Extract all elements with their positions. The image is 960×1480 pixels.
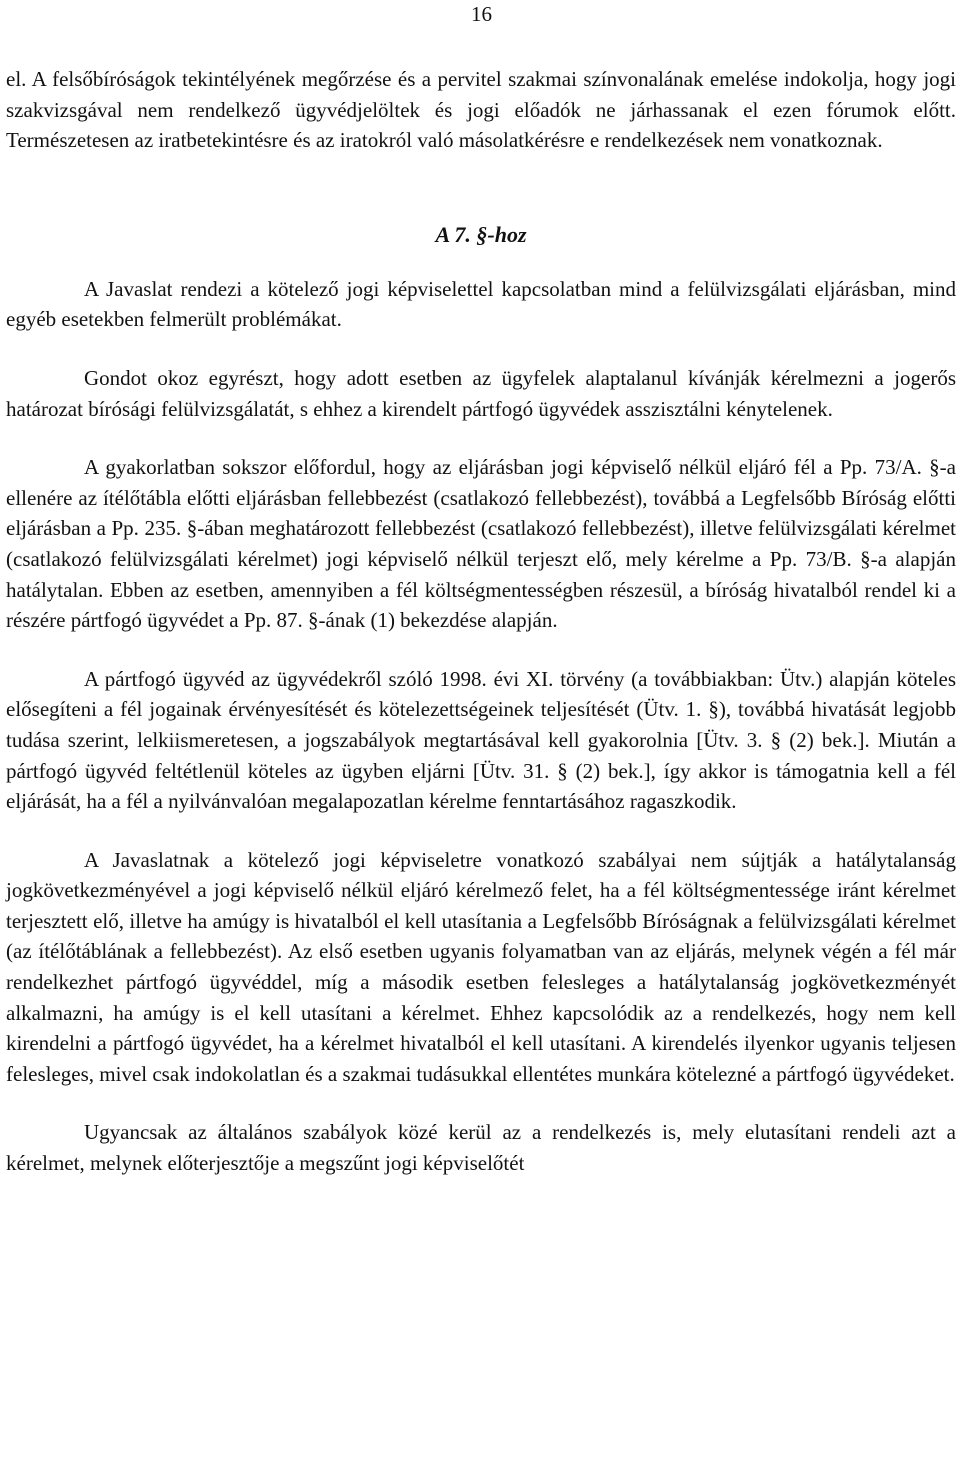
page-number: 16 (471, 2, 492, 26)
paragraph-ugyancsak: Ugyancsak az általános szabályok közé kerül az a rendelkezés is, mely elutasítani rendeli azt a kérelmet, melynek előterjesztője a megszűnt jogi képviselőtét (6, 1120, 956, 1176)
paragraph-javaslatnak: A Javaslatnak a kötelező jogi képviseletre vonatkozó szabályai nem sújtják a hatálytalanság jogkövetkezményével a jogi képviselő nélkül eljáró kérelmező felet, ha a fél költségmentessége iránt kérelmet terjesztett elő, illetve ha amúgy is hivatalból el kell utasítania a Legfelsőbb Bíróságnak a felülvizsgálati kérelmet (az ítélőtáblának a fellebbezést). Az első esetben ugyanis folyamatban van az eljárás, melynek végén a fél már rendelkezhet pártfogó ügyvéddel, míg a második esetben felesleges a hatálytalanság jogkövetkezményét alkalmazni, ha amúgy is el kell utasítani a kérelmet. Ehhez kapcsolódik az a rendelkezés, hogy nem kell kirendelni a pártfogó ügyvédet, ha a kérelmet hivatalból el kell utasítani. A kirendelés ilyenkor ugyanis teljesen felesleges, mivel csak indokolatlan és a szakmai tudásukkal ellentétes munkára kötelezné a pártfogó ügyvédeket. (6, 847, 956, 1086)
paragraph-gyakorlat: A gyakorlatban sokszor előfordul, hogy az eljárásban jogi képviselő nélkül eljáró fél a Pp. 73/A. §-a ellenére az ítélőtábla előtti eljárásban fellebbezést (csatlakozó fellebbezést), továbbá a Legfelsőbb Bíróság előtti eljárásban a Pp. 235. §-ában meghatározott fellebbezést (csatlakozó fellebbezést), illetve felülvizsgálati kérelmet (csatlakozó felülvizsgálati kérelmet) jogi képviselő nélkül terjeszt elő, mely kérelme a Pp. 73/B. §-a alapján hatálytalan. Ebben az esetben, amennyiben a fél költségmentességben részesül, a bíróság hivatalból rendel ki a részére pártfogó ügyvédet a Pp. 87. §-ának (1) bekezdése alapján. (6, 455, 956, 633)
paragraph-intro: el. A felsőbíróságok tekintélyének megőrzése és a pervitel szakmai színvonalának emelése indokolja, hogy jogi szakvizsgával nem rendelkező ügyvédjelöltek és jogi előadók ne járhassanak el ezen fórumok előtt. Természetesen az iratbetekintésre és az iratokról való másolatkérésre e rendelkezések nem vonatkoznak. (6, 67, 956, 153)
document-body (6, 64, 956, 1179)
paragraph-partfogo: A pártfogó ügyvéd az ügyvédekről szóló 1998. évi XI. törvény (a továbbiakban: Ütv.) alapján köteles elősegíteni a fél jogainak érvényesítését és kötelezettségeinek teljesítését (Ütv. 1. §), továbbá hivatását legjobb tudása szerint, lelkiismeretesen, a jogszabályok megtartásával kell gyakorolnia [Ütv. 3. § (2) bek.]. Miután a pártfogó ügyvéd feltétlenül köteles az ügyben eljárni [Ütv. 31. § (2) bek.], így akkor is támogatnia kell a fél eljárását, ha a fél a nyilvánvalóan megalapozatlan kérelme fenntartásához ragaszkodik. (6, 666, 956, 814)
paragraph-javaslat: A Javaslat rendezi a kötelező jogi képviselettel kapcsolatban mind a felülvizsgálati eljárásban, mind egyéb esetekben felmerült problémákat. (6, 276, 956, 332)
paragraph-gondot: Gondot okoz egyrészt, hogy adott esetben az ügyfelek alaptalanul kívánják kérelmezni a jogerős határozat bírósági felülvizsgálatát, s ehhez a kirendelt pártfogó ügyvédek asszisztálni kénytelenek. (6, 365, 956, 421)
section-heading: A 7. §-hoz (435, 221, 527, 247)
